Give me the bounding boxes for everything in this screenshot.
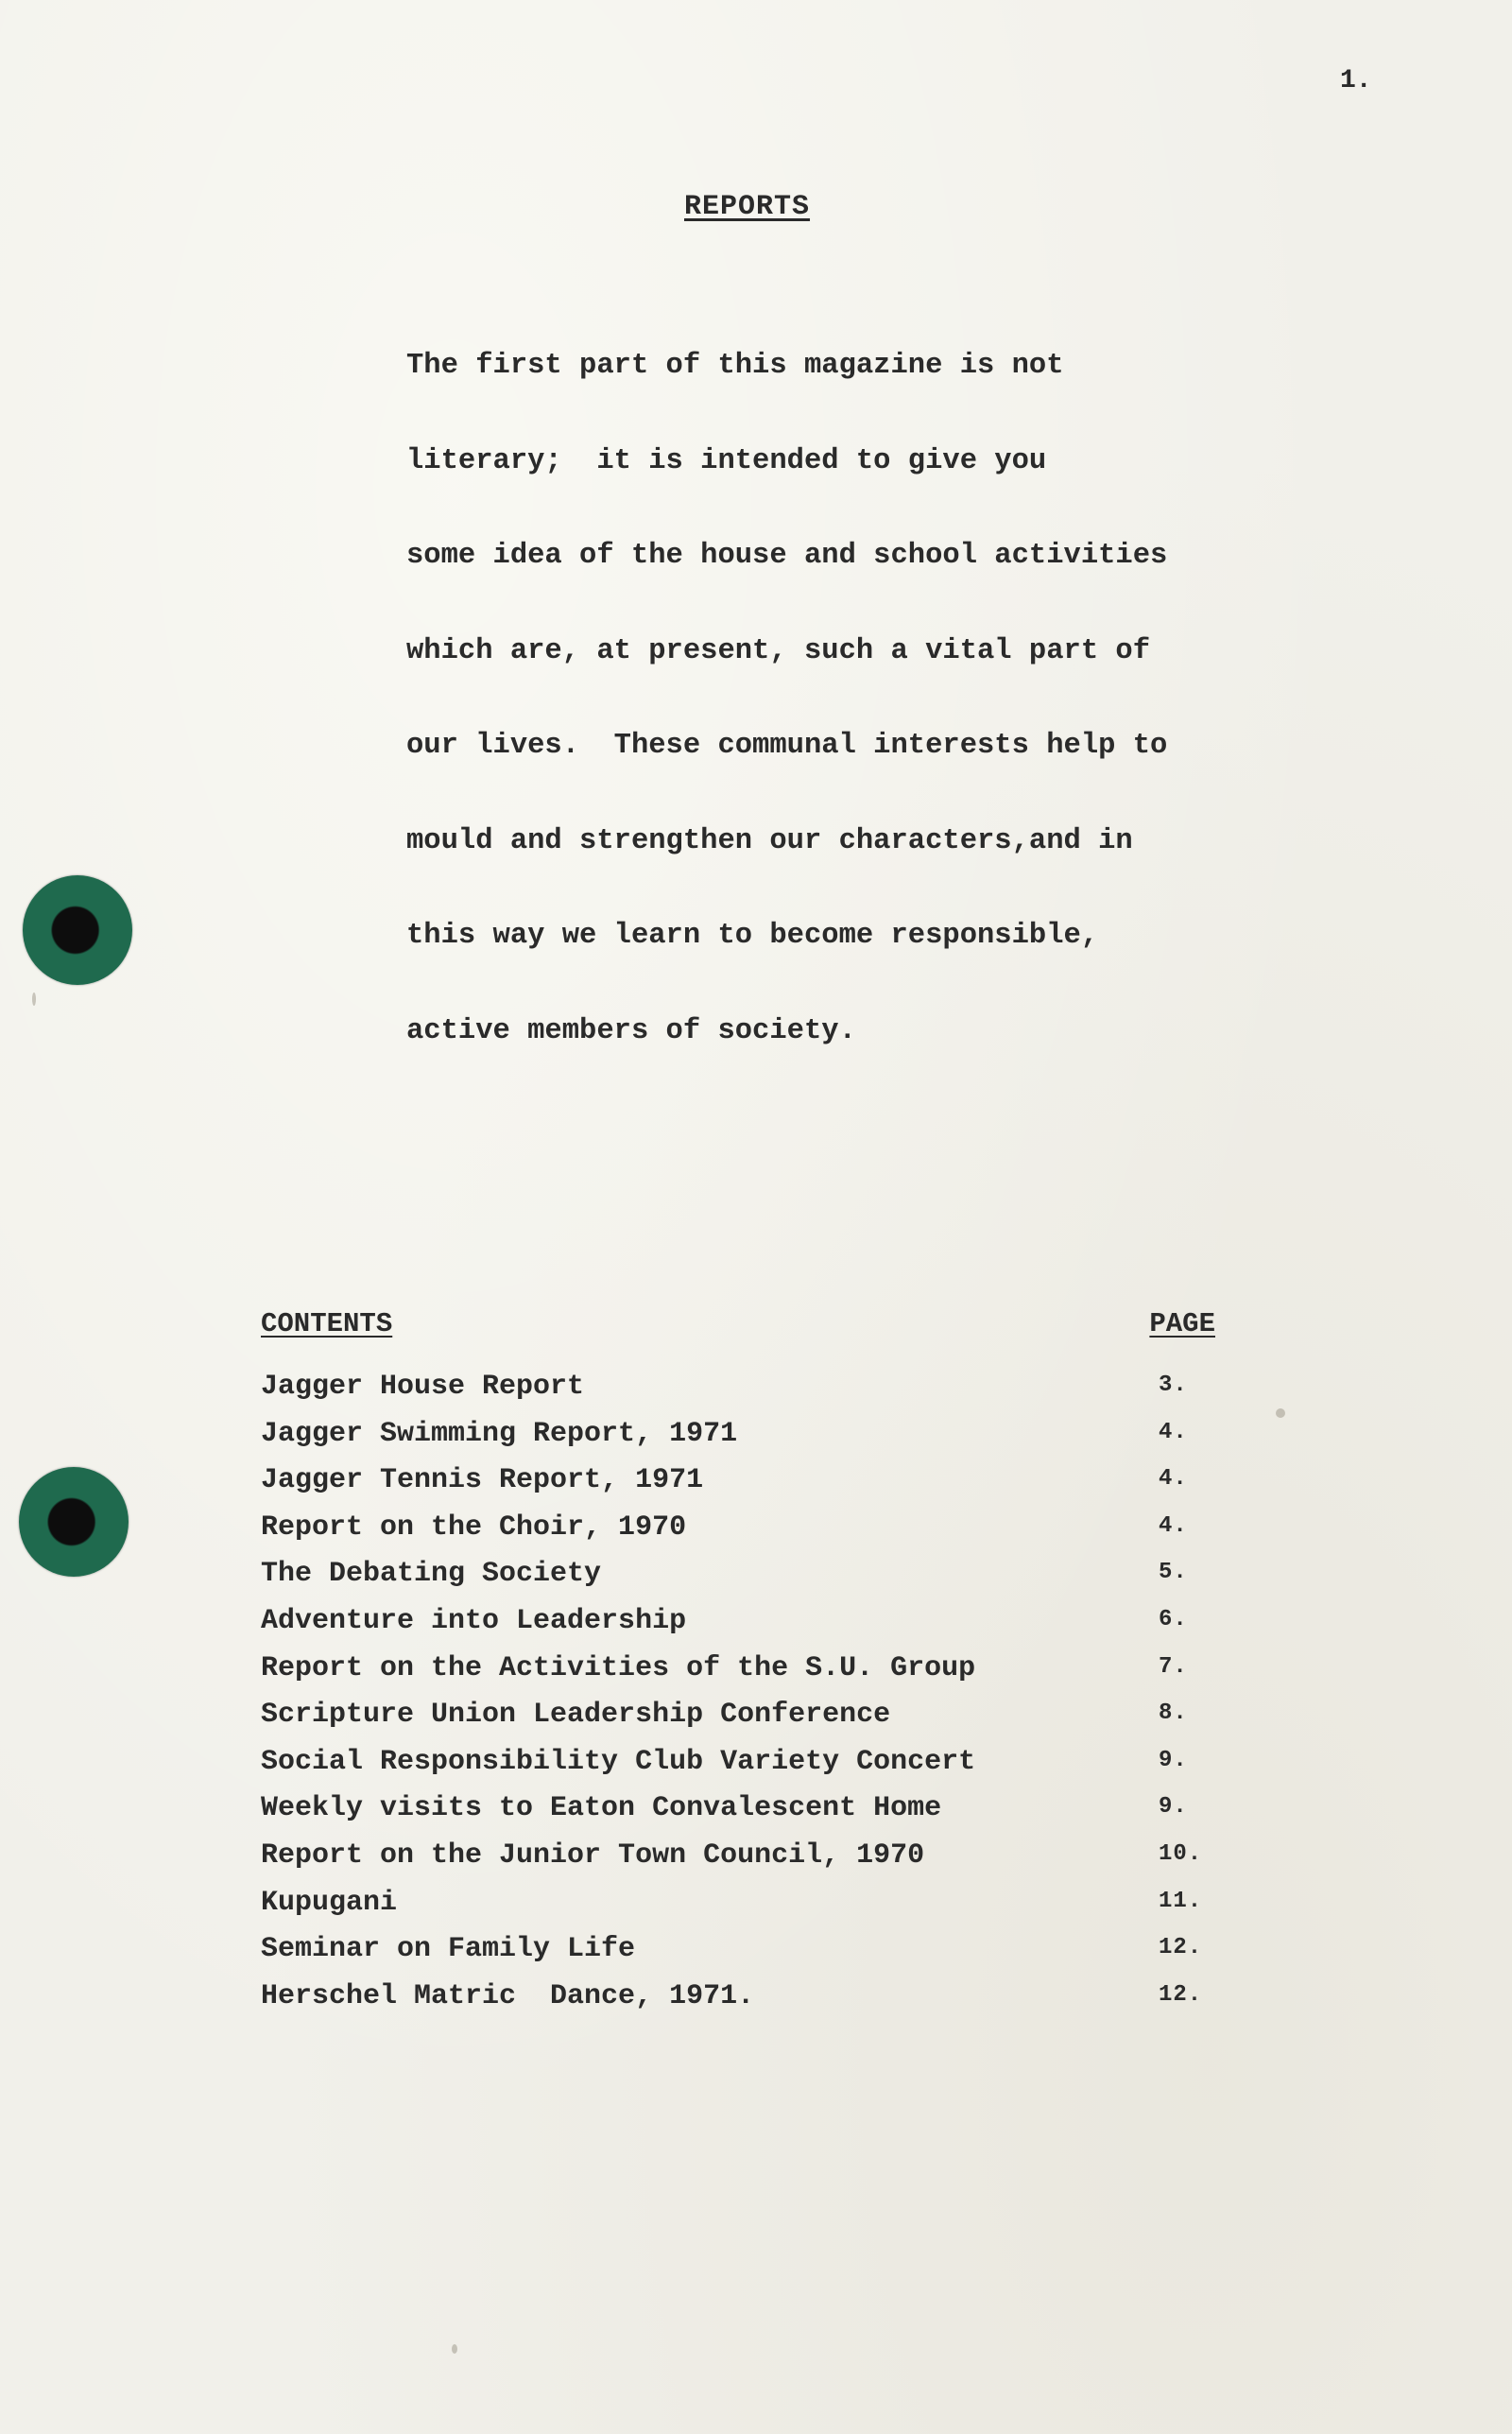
toc-entry: [261, 1511, 1215, 1559]
toc-entry-title: Seminar on Family Life: [261, 1933, 636, 1966]
toc-entry-title: Weekly visits to Eaton Convalescent Home: [261, 1792, 942, 1825]
toc-entry-page: 10.: [1159, 1840, 1203, 1867]
toc-entry: [261, 1933, 1215, 1980]
toc-entry-title: Report on the Activities of the S.U. Group: [261, 1651, 976, 1684]
intro-line: The first part of this magazine is not: [406, 350, 1064, 382]
table-of-contents: [261, 1371, 1215, 2027]
page-column-label: PAGE: [1149, 1308, 1215, 1339]
toc-entry-page: 6.: [1159, 1606, 1188, 1632]
toc-entry-title: Adventure into Leadership: [261, 1604, 687, 1637]
toc-entry-page: 7.: [1159, 1653, 1188, 1680]
toc-entry-page: 9.: [1159, 1794, 1188, 1821]
intro-paragraph: [406, 287, 1257, 1111]
toc-entry-page: 4.: [1159, 1419, 1188, 1445]
toc-entry: [261, 1746, 1215, 1793]
toc-entry-title: Kupugani: [261, 1886, 398, 1919]
intro-line: literary; it is intended to give you: [406, 444, 1047, 477]
toc-entry-page: 4.: [1159, 1512, 1188, 1539]
toc-entry-page: 12.: [1159, 1935, 1203, 1961]
toc-entry-title: Report on the Junior Town Council, 1970: [261, 1838, 925, 1872]
toc-entry-title: Herschel Matric Dance, 1971.: [261, 1979, 755, 2012]
toc-entry-page: 12.: [1159, 1981, 1203, 2008]
toc-entry-title: Jagger Swimming Report, 1971: [261, 1417, 738, 1450]
toc-entry-title: Jagger House Report: [261, 1371, 585, 1403]
punch-hole: [19, 1467, 129, 1577]
toc-entry: [261, 1792, 1215, 1839]
contents-label: CONTENTS: [261, 1308, 393, 1339]
toc-entry-title: Report on the Choir, 1970: [261, 1510, 687, 1544]
toc-entry-title: Scripture Union Leadership Conference: [261, 1699, 891, 1732]
intro-line: which are, at present, such a vital part of: [406, 634, 1151, 667]
toc-entry: [261, 1980, 1215, 2028]
intro-line: active members of society.: [406, 1014, 856, 1047]
toc-entry-title: The Debating Society: [261, 1558, 602, 1591]
toc-entry: [261, 1652, 1215, 1700]
toc-entry-page: 3.: [1159, 1372, 1188, 1398]
contents-header: [261, 1308, 1215, 1346]
toc-entry: [261, 1887, 1215, 1934]
toc-entry-title: Jagger Tennis Report, 1971: [261, 1464, 704, 1497]
toc-entry-page: 8.: [1159, 1700, 1188, 1727]
page-number: 1.: [1340, 66, 1372, 95]
toc-entry-page: 11.: [1159, 1888, 1203, 1914]
toc-entry: [261, 1605, 1215, 1652]
toc-entry: [261, 1371, 1215, 1418]
toc-entry-page: 5.: [1159, 1560, 1188, 1586]
paper-speck: [452, 2344, 457, 2354]
intro-line: mould and strengthen our characters,and in: [406, 824, 1133, 857]
paper-speck: [1276, 1408, 1285, 1418]
reports-heading: REPORTS: [684, 191, 811, 223]
intro-line: some idea of the house and school activities: [406, 540, 1168, 572]
toc-entry: [261, 1558, 1215, 1605]
toc-entry: [261, 1699, 1215, 1746]
punch-hole: [23, 875, 132, 985]
toc-entry: [261, 1418, 1215, 1465]
toc-entry-page: 4.: [1159, 1466, 1188, 1493]
toc-entry-page: 9.: [1159, 1747, 1188, 1773]
paper-speck: [32, 993, 36, 1006]
intro-line: our lives. These communal interests help to: [406, 730, 1168, 762]
toc-entry: [261, 1464, 1215, 1511]
toc-entry: [261, 1839, 1215, 1887]
intro-line: this way we learn to become responsible,: [406, 920, 1099, 952]
toc-entry-title: Social Responsibility Club Variety Concert: [261, 1745, 976, 1778]
